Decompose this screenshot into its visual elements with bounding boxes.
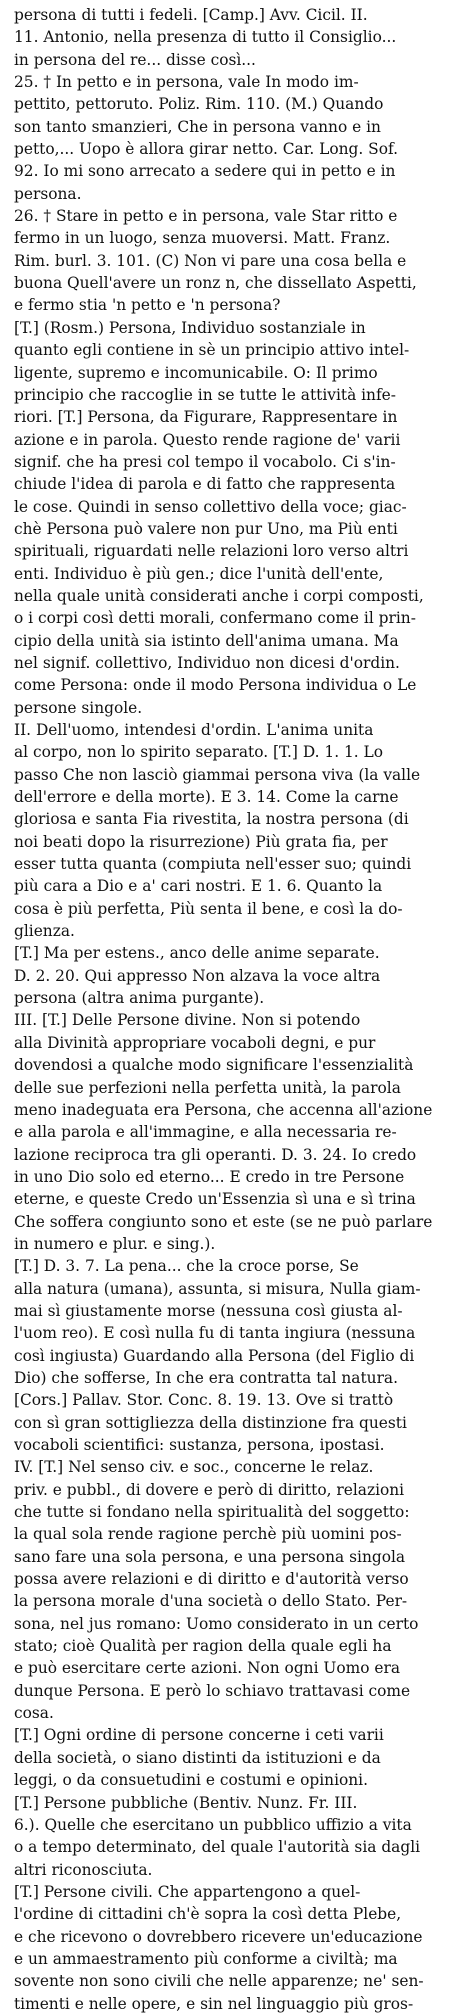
text-line: priv. e pubbl., di dovere e però di diritto, relazioni (14, 1480, 405, 1499)
text-line: sovente non sono civili che nelle apparenze; ne' sen- (14, 1972, 424, 1991)
text-line: che tutte si fondano nella spiritualità del soggetto: (14, 1503, 410, 1522)
text-line: così ingiusta) Guardando alla Persona (del Figlio di (14, 1346, 415, 1365)
text-line: sano fare una sola persona, e una persona singola (14, 1547, 406, 1566)
text-line: [T.] (Rosm.) Persona, Individuo sostanziale in (14, 318, 366, 337)
text-line: o i corpi così detti morali, confermano come il prin- (14, 609, 416, 628)
text-line: dunque Persona. E però lo schiavo trattavasi come (14, 1681, 411, 1700)
text-line: e alla parola e all'immagine, e alla necessaria re- (14, 1123, 397, 1142)
text-line: Dio) che sofferse, In che era contratta tal natura. (14, 1368, 398, 1387)
text-line: cosa. (14, 1704, 54, 1723)
text-line: III. [T.] Delle Persone divine. Non si potendo (14, 1011, 361, 1030)
text-line: Che soffera congiunto sono et este (se ne può parlare (14, 1212, 433, 1231)
text-line: le cose. Quindi in senso collettivo della voce; giac- (14, 497, 407, 516)
text-line: l'uom reo). E così nulla fu di tanta ingiura (nessuna (14, 1324, 416, 1343)
text-line: la persona morale d'una società o dello Stato. Per- (14, 1592, 408, 1611)
text-line: meno inadeguata era Persona, che accenna all'azione (14, 1100, 433, 1119)
text-line: e un ammaestramento più conforme a civiltà; ma (14, 1949, 398, 1968)
text-line: gloriosa e santa Fia rivestita, la nostra persona (di (14, 810, 409, 829)
text-line: chiude l'idea di parola e di fatto che rappresenta (14, 475, 396, 494)
text-line: II. Dell'uomo, intendesi d'ordin. L'anima unita (14, 721, 374, 739)
text-line: altri riconosciuta. (14, 1860, 153, 1879)
text-line: principio che raccoglie in se tutte le attività infe- (14, 385, 396, 404)
text-line: Rim. burl. 3. 101. (C) Non vi pare una cosa bella e (14, 251, 407, 270)
text-line: più cara a Dio e a' cari nostri. E 1. 6. Quanto la (14, 877, 383, 896)
text-line: azione e in parola. Questo rende ragione de' varii (14, 430, 401, 449)
text-line: 6.). Quelle che esercitano un pubblico uffizio a vita (14, 1815, 412, 1834)
text-line: al corpo, non lo spirito separato. [T.] D. 1. 1. Lo (14, 743, 384, 762)
text-line: esser tutta quanta (compiuta nell'esser suo; quindi (14, 855, 412, 874)
text-line: della società, o siano distinti da istituzioni e da (14, 1748, 381, 1767)
text-line: [T.] Ma per estens., anco delle anime separate. (14, 944, 380, 963)
text-line: buona Quell'avere un ronz n, che dissellato Aspetti, (14, 274, 417, 293)
text-line: persona (altra anima purgante). (14, 989, 265, 1008)
text-line: delle sue perfezioni nella perfetta unità, la parola (14, 1078, 401, 1097)
text-line: enti. Individuo è più gen.; dice l'unità dell'ente, (14, 564, 384, 583)
text-line: nel signif. collettivo, Individuo non dicesi d'ordin. (14, 653, 400, 672)
text-line: signif. che ha presi col tempo il vocabolo. Ci s'in- (14, 452, 396, 471)
text-line: ligente, supremo e incomunicabile. O: Il primo (14, 363, 378, 382)
text-line: cipio della unità sia istinto dell'anima umana. Ma (14, 631, 399, 650)
text-line: [Cors.] Pallav. Stor. Conc. 8. 19. 13. Ove si trattò (14, 1391, 394, 1410)
text-line: [T.] Persone pubbliche (Bentiv. Nunz. Fr. III. (14, 1793, 358, 1812)
text-line: son tanto smanzieri, Che in persona vanno e in (14, 117, 381, 136)
text-line: riori. [T.] Persona, da Figurare, Rappresentare in (14, 408, 398, 427)
text-line: nella quale unità considerati anche i corpi composti, (14, 586, 424, 605)
text-line: leggi, o da consuetudini e costumi e opinioni. (14, 1771, 368, 1790)
text-line: petto,... Uopo è allora girar netto. Car. Long. Sof. (14, 140, 399, 159)
text-line: noi beati dopo la risurrezione) Più grata fia, per (14, 832, 388, 851)
text-line: [T.] Persone civili. Che appartengono a quel- (14, 1882, 361, 1901)
text-line: pettito, pettoruto. Poliz. Rim. 110. (M.) Quando (14, 95, 384, 114)
text-line: e può esercitare certe azioni. Non ogni Uomo era (14, 1659, 401, 1678)
text-line: 26. † Stare in petto e in persona, vale Star ritto e (14, 207, 398, 226)
text-line: eterne, e queste Credo un'Essenzia sì una e sì trina (14, 1190, 416, 1209)
text-line: D. 2. 20. Qui appresso Non alzava la voce altra (14, 966, 381, 985)
text-line: la qual sola rende ragione perchè più uomini pos- (14, 1525, 402, 1544)
text-line: alla Divinità appropriare vocaboli degni, e pur (14, 1033, 376, 1052)
text-line: in persona del re... disse così... (14, 50, 256, 69)
text-line: glienza. (14, 922, 75, 941)
text-line: 92. Io mi sono arrecato a sedere qui in petto e in (14, 162, 396, 181)
text-line: con sì gran sottigliezza della distinzione fra questi (14, 1413, 407, 1432)
text-line: passo Che non lasciò giammai persona viva (la valle (14, 765, 421, 784)
text-line: stato; cioè Qualità per ragion della quale egli ha (14, 1637, 392, 1656)
text-line: dell'errore e della morte). E 3. 14. Come la carne (14, 788, 399, 807)
text-line: vocaboli scientifici: sustanza, persona, ipostasi. (14, 1436, 385, 1454)
text-line: quanto egli contiene in sè un principio attivo intel- (14, 341, 410, 360)
text-line: lazione reciproca tra gli operanti. D. 3. 24. Io credo (14, 1145, 417, 1164)
text-line: mai sì giustamente morse (nessuna così giusta al- (14, 1301, 403, 1320)
text-line: [T.] Ogni ordine di persone concerne i ceti varii (14, 1726, 384, 1745)
text-line: timenti e nelle opere, e sin nel linguaggio più gros- (14, 1994, 414, 2013)
text-line: in uno Dio solo ed eterno... E credo in tre Persone (14, 1167, 405, 1186)
text-line: spirituali, riguardati nelle relazioni loro verso altri (14, 542, 409, 561)
text-line: l'ordine di cittadini ch'è sopra la così detta Plebe, (14, 1905, 402, 1924)
text-line: 11. Antonio, nella presenza di tutto il Consiglio... (14, 28, 397, 47)
text-line: [T.] D. 3. 7. La pena... che la croce porse, Se (14, 1257, 359, 1276)
text-line: o a tempo determinato, del quale l'autorità sia dagli (14, 1838, 421, 1857)
text-line: in numero e plur. e sing.). (14, 1234, 216, 1253)
text-line: IV. [T.] Nel senso civ. e soc., concerne le relaz. (14, 1458, 374, 1477)
text-line: come Persona: onde il modo Persona individua o Le (14, 676, 417, 695)
text-line: persone singole. (14, 698, 143, 717)
text-line: alla natura (umana), assunta, si misura, Nulla giam- (14, 1279, 421, 1298)
text-line: e fermo stia 'n petto e 'n persona? (14, 296, 281, 315)
text-line: fermo in un luogo, senza muoversi. Matt. Franz. (14, 229, 391, 248)
text-line: cosa è più perfetta, Più senta il bene, e così la do- (14, 899, 403, 918)
text-line: chè Persona può valere non pur Uno, ma Più enti (14, 519, 398, 538)
text-line: persona di tutti i fedeli. [Camp.] Avv. Cicil. II. (14, 6, 368, 24)
text-line: 25. † In petto e in persona, vale In modo im- (14, 73, 359, 92)
text-line: possa avere relazioni e di diritto e d'autorità verso (14, 1570, 409, 1589)
text-line: persona. (14, 184, 82, 203)
text-line: e che ricevono o dovrebbero ricevere un'educazione (14, 1927, 423, 1946)
text-line: sona, nel jus romano: Uomo considerato in un certo (14, 1614, 419, 1633)
text-line: dovendosi a qualche modo significare l'essenzialità (14, 1056, 414, 1075)
